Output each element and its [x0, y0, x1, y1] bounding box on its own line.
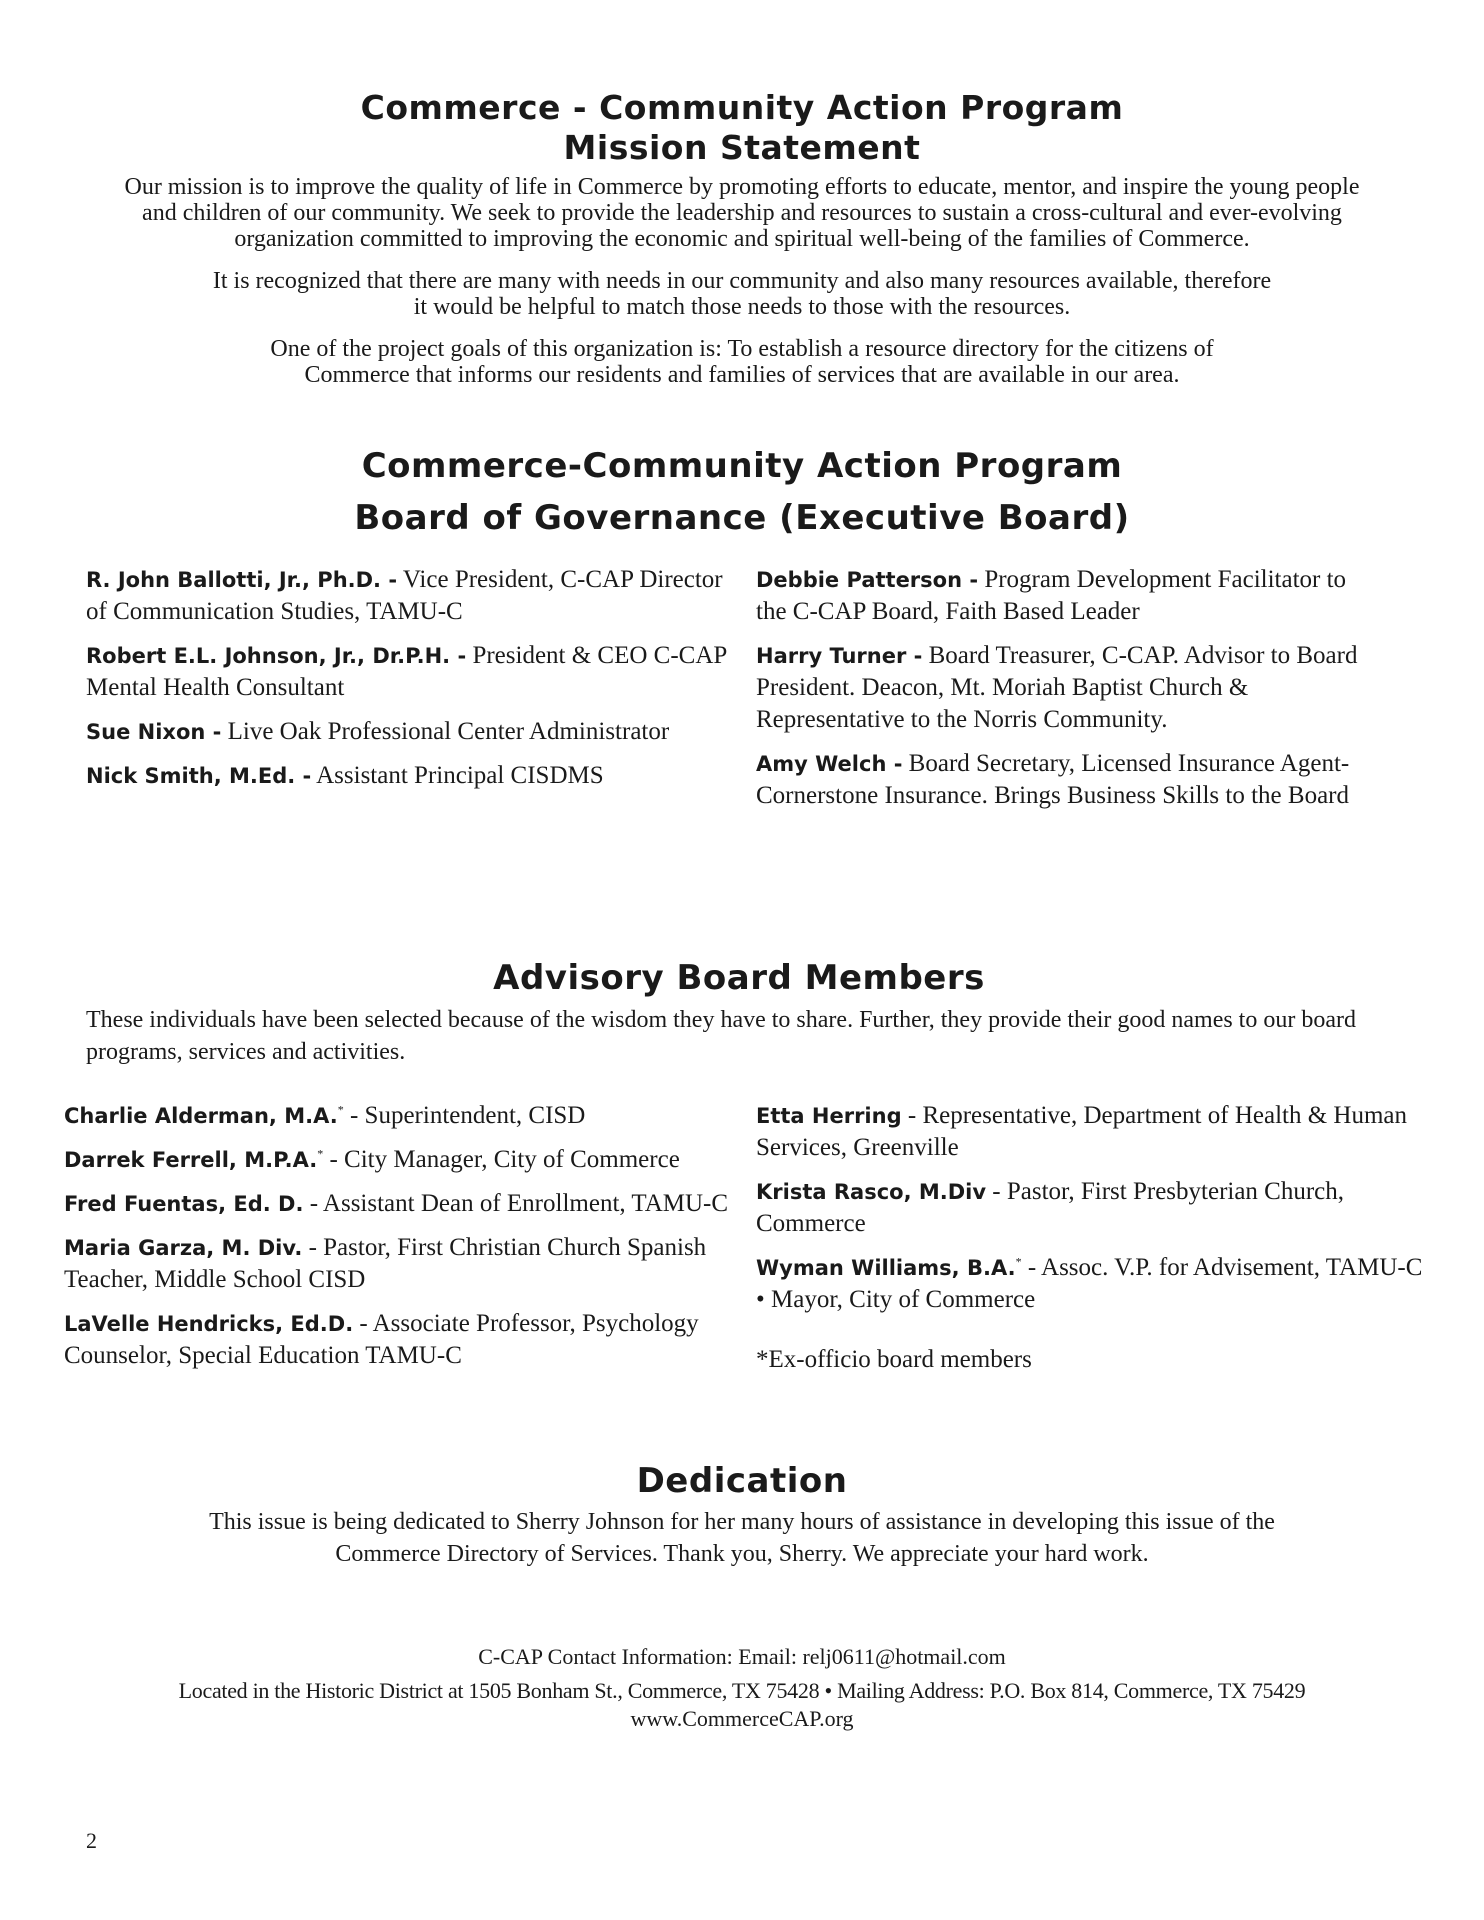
advisory-member	[64, 1188, 744, 1220]
advisory-member	[756, 1176, 1430, 1240]
dedication-section	[160, 1458, 1324, 1570]
board-member	[86, 716, 736, 748]
board-title	[100, 440, 1384, 544]
member-name: Nick Smith, M.Ed. -	[86, 764, 312, 788]
member-name: Darrek Ferrell, M.P.A.	[64, 1148, 318, 1172]
advisory-member	[756, 1252, 1430, 1316]
mission-section	[100, 88, 1384, 388]
member-name: Debbie Patterson -	[756, 568, 979, 592]
member-desc: - Representative, Department of Health & Human Services, Greenville	[756, 1102, 1408, 1161]
member-name: Sue Nixon -	[86, 720, 222, 744]
advisory-left-column	[64, 1100, 744, 1384]
member-desc: - Superintendent, CISD	[343, 1102, 586, 1129]
ex-officio-footnote: *Ex-officio board members	[756, 1346, 1032, 1373]
board-member	[756, 564, 1376, 628]
member-desc: - Pastor, First Presbyterian Church, Commerce	[756, 1178, 1345, 1237]
advisory-right-column	[756, 1100, 1430, 1388]
member-desc: - City Manager, City of Commerce	[323, 1146, 680, 1173]
member-name: LaVelle Hendricks, Ed.D.	[64, 1312, 354, 1336]
contact-address-line: Located in the Historic District at 1505 Bonham St., Commerce, TX 75428 • Mailing Address: P.O. Box 814, Commerce, TX 75429	[178, 1678, 1306, 1703]
board-left-column	[86, 564, 736, 804]
board-member	[86, 760, 736, 792]
advisory-member	[64, 1144, 744, 1176]
board-title-line1: Commerce-Community Action Program	[361, 446, 1123, 486]
member-name: Wyman Williams, B.A.	[756, 1256, 1016, 1280]
dedication-title: Dedication	[636, 1461, 848, 1501]
contact-email-line: C-CAP Contact Information: Email: relj0611@hotmail.com	[478, 1644, 1006, 1669]
member-desc: Board Treasurer, C-CAP. Advisor to Board President. Deacon, Mt. Moriah Baptist Church & Representative to the Norris Community.	[756, 642, 1358, 733]
dedication-text: This issue is being dedicated to Sherry Johnson for her many hours of assistance in developing this issue of the Commerce Directory of Services. Thank you, Sherry. We appreciate your hard work.	[209, 1509, 1275, 1567]
member-desc: Board Secretary, Licensed Insurance Agent- Cornerstone Insurance. Brings Business Skills to the Board	[756, 750, 1350, 809]
member-name: Harry Turner -	[756, 644, 923, 668]
mission-title-line2: Mission Statement	[563, 128, 921, 167]
board-member	[86, 564, 736, 628]
mission-title-line1: Commerce - Community Action Program	[360, 88, 1124, 127]
board-title-line2: Board of Governance (Executive Board)	[354, 498, 1130, 538]
ex-officio-mark: *	[337, 1102, 344, 1117]
advisory-intro: These individuals have been selected because of the wisdom they have to share. Further, they provide their good names to our board programs, services and activities.	[86, 1007, 1356, 1065]
member-desc: - Assistant Dean of Enrollment, TAMU-C	[303, 1190, 729, 1217]
advisory-title: Advisory Board Members	[493, 958, 985, 998]
member-name: Etta Herring	[756, 1104, 902, 1128]
member-name: Fred Fuentas, Ed. D.	[64, 1192, 304, 1216]
board-member	[756, 640, 1376, 736]
member-name: Amy Welch -	[756, 752, 903, 776]
member-desc: Assistant Principal CISDMS	[316, 762, 604, 789]
member-name: Krista Rasco, M.Div	[756, 1180, 987, 1204]
member-desc: - Associate Professor, Psychology Counselor, Special Education TAMU-C	[64, 1310, 699, 1369]
member-name: R. John Ballotti, Jr., Ph.D. -	[86, 568, 398, 592]
mission-paragraph-1: Our mission is to improve the quality of life in Commerce by promoting efforts to educate, mentor, and inspire the young people and children of our community. We seek to provide the leadership and resources to sustain a cross-cultural and ever-evolving organization committed to improving the economic and spiritual well-being of the families of Commerce.	[124, 174, 1360, 252]
mission-paragraph-2: It is recognized that there are many with needs in our community and also many resources available, therefore it would be helpful to match those needs to those with the resources.	[212, 268, 1272, 320]
member-name: Robert E.L. Johnson, Jr., Dr.P.H. -	[86, 644, 467, 668]
advisory-member	[64, 1308, 744, 1372]
member-desc: - Assoc. V.P. for Advisement, TAMU-C • Mayor, City of Commerce	[756, 1254, 1423, 1313]
board-member	[86, 640, 736, 704]
contact-website: www.CommerceCAP.org	[630, 1706, 854, 1731]
advisory-member	[64, 1100, 744, 1132]
member-desc: Vice President, C-CAP Director of Communication Studies, TAMU-C	[86, 566, 723, 625]
advisory-member	[64, 1232, 744, 1296]
member-name: Maria Garza, M. Div.	[64, 1236, 303, 1260]
mission-paragraph-3: One of the project goals of this organization is: To establish a resource directory for the citizens of Commerce that informs our residents and families of services that are available in our area.	[270, 336, 1214, 388]
board-member	[756, 748, 1376, 812]
advisory-section	[86, 956, 1398, 1068]
member-desc: Live Oak Professional Center Administrator	[227, 718, 670, 745]
member-desc: - Pastor, First Christian Church Spanish Teacher, Middle School CISD	[64, 1234, 707, 1293]
member-desc: President & CEO C-CAP Mental Health Consultant	[86, 642, 727, 701]
ex-officio-mark: *	[317, 1146, 324, 1161]
member-name: Charlie Alderman, M.A.	[64, 1104, 338, 1128]
ex-officio-mark: *	[1015, 1254, 1022, 1269]
advisory-member	[756, 1100, 1430, 1164]
member-desc: Program Development Facilitator to the C-CAP Board, Faith Based Leader	[756, 566, 1347, 625]
board-right-column	[756, 564, 1376, 824]
page-number: 2	[86, 1828, 97, 1853]
contact-section	[60, 1642, 1424, 1732]
